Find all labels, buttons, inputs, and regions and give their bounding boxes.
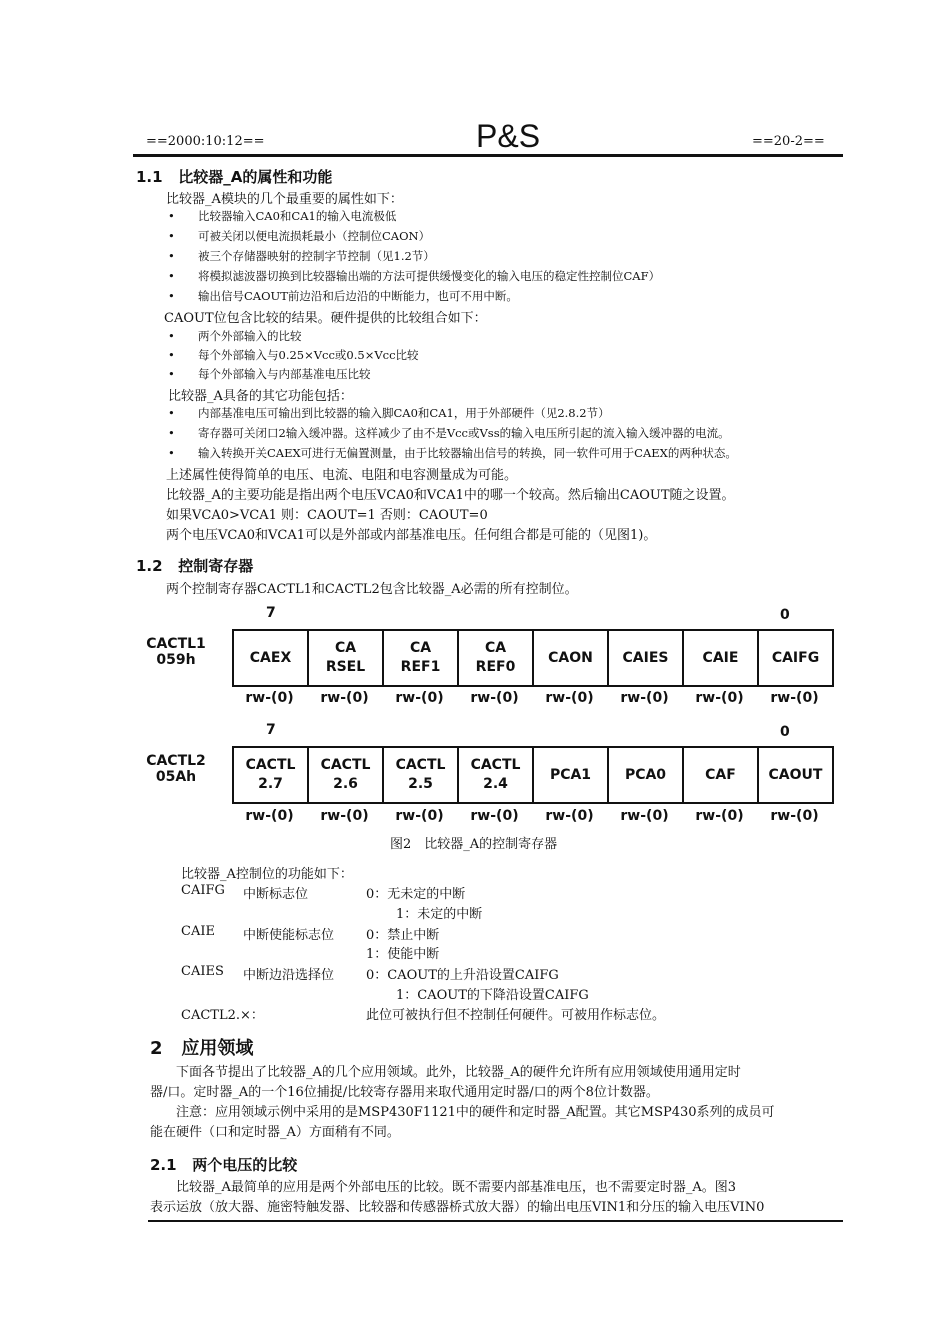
access-row [232, 690, 832, 706]
bit-field: CACTL 2.6 [309, 748, 384, 802]
access-label: rw-(0) [395, 690, 444, 706]
control-bit-name: CACTL2.×： [181, 1008, 264, 1023]
bit-field: CACTL 2.7 [234, 748, 309, 802]
bit-field: PCA1 [534, 748, 609, 802]
control-bit-value: 0：CAOUT的上升沿设置CAIFG [366, 968, 559, 983]
list-item: • 内部基准电压可输出到比较器的输入脚CA0和CA1，用于外部硬件（见2.8.2节） [168, 406, 610, 420]
paragraph: 两个控制寄存器CACTL1和CACTL2包含比较器_A必需的所有控制位。 [166, 582, 578, 597]
list-item: • 输入转换开关CAEX可进行无偏置测量，由于比较器输出信号的转换，同一软件可用于CAEX的两种状态。 [168, 446, 737, 460]
section-number: 2 [150, 1038, 163, 1059]
access-row [232, 808, 832, 824]
access-label: rw-(0) [245, 808, 294, 824]
section-title: 控制寄存器 [178, 557, 254, 575]
bit-field: CA RSEL [309, 631, 384, 685]
register-cactl2 [232, 746, 834, 804]
register-name-label: CACTL1 059h [146, 636, 206, 668]
list-item: • 输出信号CAOUT前边沿和后边沿的中断能力，也可不用中断。 [168, 289, 518, 303]
control-bit-value: 1：CAOUT的下降沿设置CAIFG [396, 988, 589, 1003]
paragraph: 比较器_A模块的几个最重要的属性如下： [166, 192, 403, 207]
bit-7-label: 7 [266, 722, 276, 738]
section-1-2-heading [136, 555, 253, 576]
control-bit-desc: 中断边沿选择位 [243, 968, 335, 983]
list-item: • 寄存器可关闭口2输入缓冲器。这样减少了由不是Vcc或Vss的输入电压所引起的流入输入缓冲器的电流。 [168, 426, 730, 440]
section-number: 1.1 [136, 168, 163, 186]
register-cactl1 [232, 629, 834, 687]
section-number: 2.1 [150, 1156, 177, 1174]
list-item: • 每个外部输入与内部基准电压比较 [168, 367, 371, 381]
control-bit-value: 0：禁止中断 [366, 928, 440, 943]
paragraph: CAOUT位包含比较的结果。硬件提供的比较组合如下： [164, 311, 487, 326]
header-rule [133, 154, 843, 157]
section-1-1-heading [136, 166, 332, 187]
bit-field: CAOUT [768, 766, 823, 783]
access-label: rw-(0) [695, 690, 744, 706]
access-label: rw-(0) [770, 690, 819, 706]
bit-field: CAON [534, 631, 609, 685]
bit-field: CACTL 2.5 [384, 748, 459, 802]
section-2-1-heading [150, 1154, 297, 1175]
control-bit-name: CAIFG [181, 883, 225, 898]
footer-rule [148, 1220, 843, 1222]
paragraph: 器/口。定时器_A的一个16位捕捉/比较寄存器用来取代通用定时器/口的两个8位计数器。 [150, 1085, 659, 1100]
header-date: ==2000:10:12== [146, 134, 265, 149]
section-title: 应用领域 [181, 1038, 254, 1059]
control-bit-desc: 中断使能标志位 [243, 928, 335, 943]
bit-field: CAF [684, 748, 759, 802]
access-label: rw-(0) [245, 690, 294, 706]
section-2-heading [150, 1034, 253, 1060]
header-page-number: ==20-2== [752, 134, 825, 149]
list-item: • 比较器输入CA0和CA1的输入电流极低 [168, 209, 397, 223]
access-label: rw-(0) [470, 808, 519, 824]
control-bit-desc: 中断标志位 [243, 887, 309, 902]
bit-field: CAIE [684, 631, 759, 685]
list-item: • 两个外部输入的比较 [168, 329, 302, 343]
control-bit-name: CAIES [181, 964, 224, 979]
section-number: 1.2 [136, 557, 163, 575]
paragraph: 两个电压VCA0和VCA1可以是外部或内部基准电压。任何组合都是可能的（见图1)。 [166, 528, 657, 543]
access-label: rw-(0) [770, 808, 819, 824]
paragraph: 比较器_A的主要功能是指出两个电压VCA0和VCA1中的哪一个较高。然后输出CAOUT随之设置。 [166, 488, 735, 503]
paragraph: 注意：应用领域示例中采用的是MSP430F1121中的硬件和定时器_A配置。其它MSP430系列的成员可 [176, 1105, 775, 1120]
access-label: rw-(0) [620, 808, 669, 824]
bit-field: CACTL 2.4 [459, 748, 534, 802]
control-bit-value: 1：未定的中断 [396, 907, 483, 922]
control-bit-desc: 此位可被执行但不控制任何硬件。可被用作标志位。 [366, 1008, 666, 1023]
access-label: rw-(0) [320, 690, 369, 706]
bit-field: CAIFG [771, 649, 820, 666]
bit-field: PCA0 [609, 748, 684, 802]
control-bit-value: 0：无未定的中断 [366, 887, 466, 902]
paragraph: 上述属性使得简单的电压、电流、电阻和电容测量成为可能。 [166, 468, 518, 483]
bit-7-label: 7 [266, 605, 276, 621]
paragraph: 表示运放（放大器、施密特触发器、比较器和传感器桥式放大器）的输出电压VIN1和分压的输入电压VIN0 [150, 1200, 765, 1215]
list-item: • 被三个存储器映射的控制字节控制（见1.2节） [168, 249, 435, 263]
bit-0-label: 0 [780, 724, 790, 740]
figure-caption: 图2 比较器_A的控制寄存器 [390, 837, 558, 852]
control-bit-name: CAIE [181, 924, 215, 939]
paragraph: 比较器_A最简单的应用是两个外部电压的比较。既不需要内部基准电压，也不需要定时器_A。图3 [176, 1180, 737, 1195]
section-title: 比较器_A的属性和功能 [178, 168, 333, 186]
header-logo: P&S [476, 118, 541, 154]
access-label: rw-(0) [695, 808, 744, 824]
access-label: rw-(0) [470, 690, 519, 706]
bit-field: CAEX [234, 631, 309, 685]
bit-0-label: 0 [780, 607, 790, 623]
access-label: rw-(0) [320, 808, 369, 824]
control-bit-value: 1：使能中断 [366, 947, 440, 962]
access-label: rw-(0) [620, 690, 669, 706]
access-label: rw-(0) [395, 808, 444, 824]
section-title: 两个电压的比较 [192, 1156, 298, 1174]
register-name-label: CACTL2 05Ah [146, 753, 206, 785]
paragraph: 比较器_A控制位的功能如下： [181, 867, 353, 882]
paragraph: 如果VCA0>VCA1 则：CAOUT=1 否则：CAOUT=0 [166, 508, 488, 523]
paragraph: 比较器_A具备的其它功能包括： [168, 389, 353, 404]
list-item: • 将模拟滤波器切换到比较器输出端的方法可提供缓慢变化的输入电压的稳定性控制位CAF） [168, 269, 661, 283]
bit-field: CAIES [609, 631, 684, 685]
paragraph: 下面各节提出了比较器_A的几个应用领域。此外，比较器_A的硬件允许所有应用领域使用通用定时 [176, 1065, 741, 1080]
bit-field: CA REF1 [384, 631, 459, 685]
bit-field: CA REF0 [459, 631, 534, 685]
paragraph: 能在硬件（口和定时器_A）方面稍有不同。 [150, 1125, 400, 1140]
access-label: rw-(0) [545, 808, 594, 824]
list-item: • 可被关闭以便电流损耗最小（控制位CAON） [168, 229, 431, 243]
access-label: rw-(0) [545, 690, 594, 706]
list-item: • 每个外部输入与0.25×Vcc或0.5×Vcc比较 [168, 348, 419, 362]
